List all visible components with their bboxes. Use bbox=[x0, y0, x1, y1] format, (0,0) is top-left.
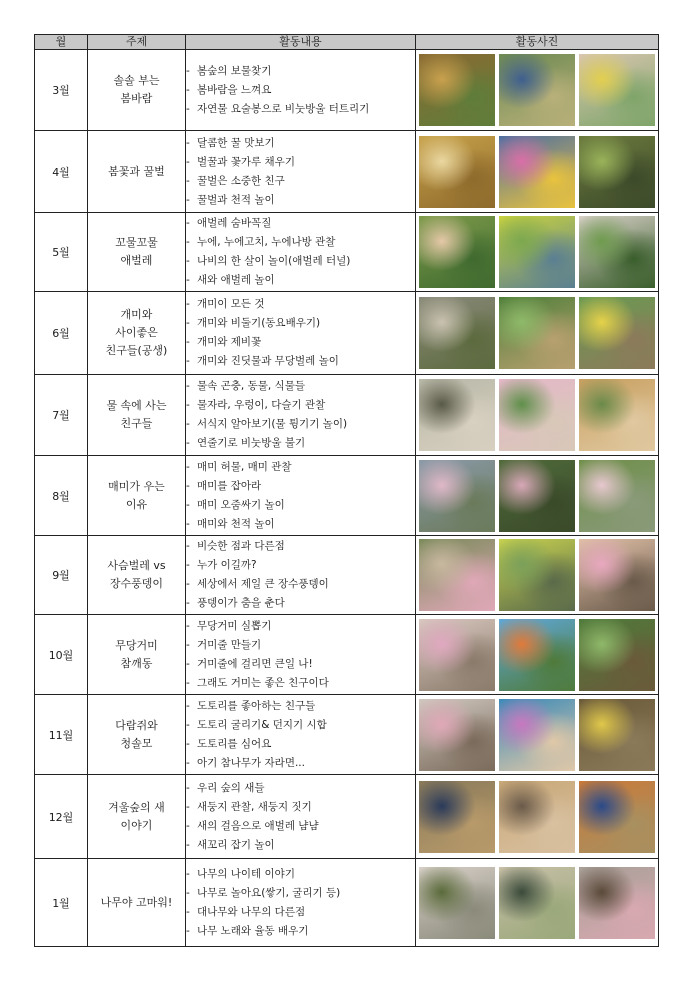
header-month: 월 bbox=[35, 35, 88, 50]
activity-photo bbox=[499, 297, 575, 369]
theme-cell bbox=[88, 859, 186, 947]
activity-item: - 새둥지 관찰, 새둥지 짓기 bbox=[186, 798, 415, 817]
activity-plan-table bbox=[34, 34, 659, 947]
photos-cell bbox=[416, 292, 659, 375]
activity-item: - 무당거미 실뽑기 bbox=[186, 617, 415, 636]
activity-photo bbox=[419, 619, 495, 691]
theme-line: 사이좋은 bbox=[115, 326, 158, 339]
activities-cell bbox=[186, 131, 416, 213]
theme-line: 봄바람 bbox=[120, 92, 153, 105]
activity-item: - 나무 노래와 율동 배우기 bbox=[186, 922, 415, 941]
activity-list bbox=[186, 377, 415, 453]
photos-cell bbox=[416, 536, 659, 615]
theme-line: 무당거미 bbox=[115, 638, 158, 652]
activity-item: - 물속 곤충, 동물, 식물들 bbox=[186, 377, 415, 396]
activity-photo bbox=[579, 619, 655, 691]
activities-cell bbox=[186, 213, 416, 292]
month-cell: 8월 bbox=[35, 456, 88, 536]
table-row bbox=[35, 615, 659, 695]
month-cell: 10월 bbox=[35, 615, 88, 695]
activity-photo bbox=[579, 781, 655, 853]
activity-item: - 벌꿀과 꽃가루 채우기 bbox=[186, 153, 415, 172]
activity-item: - 매미와 천적 놀이 bbox=[186, 515, 415, 534]
activity-item: - 나무로 놀아요(쌓기, 굴리기 등) bbox=[186, 884, 415, 903]
activity-item: - 달콤한 꿀 맛보기 bbox=[186, 134, 415, 153]
activity-item: - 거미줄에 걸리면 큰일 나! bbox=[186, 655, 415, 674]
photo-strip bbox=[416, 51, 658, 129]
theme-cell bbox=[88, 456, 186, 536]
activities-cell bbox=[186, 695, 416, 775]
activity-item: - 새와 애벌레 놀이 bbox=[186, 271, 415, 290]
activity-item: - 매미 오줌싸기 놀이 bbox=[186, 496, 415, 515]
photo-strip bbox=[416, 376, 658, 454]
theme-line: 참깨동 bbox=[120, 656, 153, 670]
month-cell: 7월 bbox=[35, 375, 88, 456]
theme-line: 친구들(공생) bbox=[105, 344, 168, 357]
activity-item: - 연줄기로 비눗방울 불기 bbox=[186, 434, 415, 453]
header-theme: 주제 bbox=[88, 35, 186, 50]
theme-line: 청솔모 bbox=[120, 736, 153, 750]
month-cell: 6월 bbox=[35, 292, 88, 375]
activity-item: - 개미와 진딧물과 무당벌레 놀이 bbox=[186, 352, 415, 371]
activity-item: - 도토리를 심어요 bbox=[186, 735, 415, 754]
theme-line: 애벌레 bbox=[120, 254, 153, 267]
activity-photo bbox=[419, 379, 495, 451]
activity-photo bbox=[579, 297, 655, 369]
table-row bbox=[35, 775, 659, 859]
theme-line: 사슴벌레 vs bbox=[107, 559, 166, 572]
activity-item: - 봄바람을 느껴요 bbox=[186, 81, 415, 100]
theme-cell bbox=[88, 695, 186, 775]
header-activities: 활동내용 bbox=[186, 35, 416, 50]
table-row bbox=[35, 536, 659, 615]
month-cell: 4월 bbox=[35, 131, 88, 213]
activity-photo bbox=[499, 781, 575, 853]
activity-photo bbox=[499, 379, 575, 451]
month-cell: 5월 bbox=[35, 213, 88, 292]
table-row bbox=[35, 131, 659, 213]
activity-photo bbox=[499, 619, 575, 691]
activity-item: - 꿀벌은 소중한 친구 bbox=[186, 172, 415, 191]
activity-photo bbox=[419, 297, 495, 369]
activity-item: - 매미를 잡아라 bbox=[186, 477, 415, 496]
theme-line: 다람쥐와 bbox=[115, 718, 158, 732]
table-row bbox=[35, 213, 659, 292]
theme-line: 솔솔 부는 bbox=[113, 74, 160, 87]
activity-item: - 풍뎅이가 춤을 춘다 bbox=[186, 594, 415, 613]
photo-strip bbox=[416, 294, 658, 372]
activity-item: - 거미줄 만들기 bbox=[186, 636, 415, 655]
activity-photo bbox=[499, 216, 575, 288]
photo-strip bbox=[416, 696, 658, 774]
activity-item: - 나비의 한 살이 놀이(애벌레 터널) bbox=[186, 252, 415, 271]
photos-cell bbox=[416, 775, 659, 859]
activity-photo bbox=[579, 539, 655, 611]
month-cell: 1월 bbox=[35, 859, 88, 947]
activity-item: - 개미와 제비꽃 bbox=[186, 333, 415, 352]
activity-list bbox=[186, 134, 415, 210]
theme-line: 매미가 우는 bbox=[108, 479, 165, 493]
theme-line: 이유 bbox=[125, 497, 148, 511]
activities-cell bbox=[186, 292, 416, 375]
activity-photo bbox=[579, 379, 655, 451]
photo-strip bbox=[416, 778, 658, 856]
activity-item: - 꿀벌과 천적 놀이 bbox=[186, 191, 415, 210]
theme-cell bbox=[88, 375, 186, 456]
header-photos: 활동사진 bbox=[416, 35, 659, 50]
table-row bbox=[35, 859, 659, 947]
activities-cell bbox=[186, 50, 416, 131]
photos-cell bbox=[416, 615, 659, 695]
activity-item: - 세상에서 제일 큰 장수풍뎅이 bbox=[186, 575, 415, 594]
activity-item: - 봄숲의 보물찾기 bbox=[186, 62, 415, 81]
activity-photo bbox=[419, 699, 495, 771]
activity-list bbox=[186, 458, 415, 534]
activity-item: - 물자라, 우렁이, 다슬기 관찰 bbox=[186, 396, 415, 415]
table-row bbox=[35, 695, 659, 775]
activity-photo bbox=[419, 781, 495, 853]
activity-item: - 새꼬리 잡기 놀이 bbox=[186, 836, 415, 855]
theme-line: 꼬물꼬물 bbox=[115, 236, 158, 249]
theme-line: 물 속에 사는 bbox=[106, 399, 167, 412]
activity-photo bbox=[579, 867, 655, 939]
activity-photo bbox=[579, 699, 655, 771]
theme-line: 장수풍뎅이 bbox=[109, 577, 164, 590]
theme-line: 봄꽃과 꿀벌 bbox=[108, 164, 165, 178]
activity-photo bbox=[579, 136, 655, 208]
activity-photo bbox=[579, 54, 655, 126]
month-cell: 3월 bbox=[35, 50, 88, 131]
activity-photo bbox=[419, 867, 495, 939]
table-row bbox=[35, 292, 659, 375]
theme-line: 겨울숲의 새 bbox=[108, 800, 165, 814]
activity-item: - 아기 참나무가 자라면... bbox=[186, 754, 415, 773]
activity-item: - 매미 허물, 매미 관찰 bbox=[186, 458, 415, 477]
activity-list bbox=[186, 214, 415, 290]
month-cell: 11월 bbox=[35, 695, 88, 775]
activity-list bbox=[186, 865, 415, 941]
activity-list bbox=[186, 779, 415, 855]
photo-strip bbox=[416, 864, 658, 942]
activities-cell bbox=[186, 859, 416, 947]
table-row bbox=[35, 375, 659, 456]
activity-photo bbox=[499, 460, 575, 532]
activities-cell bbox=[186, 456, 416, 536]
photos-cell bbox=[416, 695, 659, 775]
photo-strip bbox=[416, 616, 658, 694]
photo-strip bbox=[416, 133, 658, 211]
activity-item: - 비슷한 점과 다른점 bbox=[186, 537, 415, 556]
photos-cell bbox=[416, 456, 659, 536]
activity-item: - 애벌레 숨바꼭질 bbox=[186, 214, 415, 233]
photo-strip bbox=[416, 536, 658, 614]
activity-item: - 그래도 거미는 좋은 친구이다 bbox=[186, 674, 415, 693]
photo-strip bbox=[416, 213, 658, 291]
activity-item: - 새의 걸음으로 애벌레 냠냠 bbox=[186, 817, 415, 836]
activity-item: - 개미이 모든 것 bbox=[186, 295, 415, 314]
theme-line: 나무야 고마워! bbox=[100, 895, 173, 909]
activity-item: - 도토리를 좋아하는 친구들 bbox=[186, 697, 415, 716]
theme-line: 친구들 bbox=[120, 417, 153, 430]
theme-line: 개미와 bbox=[120, 308, 153, 321]
photos-cell bbox=[416, 375, 659, 456]
activity-photo bbox=[499, 867, 575, 939]
table-row bbox=[35, 50, 659, 131]
activity-photo bbox=[499, 699, 575, 771]
theme-cell bbox=[88, 292, 186, 375]
photos-cell bbox=[416, 131, 659, 213]
month-cell: 12월 bbox=[35, 775, 88, 859]
theme-cell bbox=[88, 615, 186, 695]
activity-photo bbox=[579, 460, 655, 532]
activity-photo bbox=[419, 460, 495, 532]
activities-cell bbox=[186, 375, 416, 456]
activity-item: - 자연물 요술봉으로 비눗방울 터트리기 bbox=[186, 100, 415, 119]
activity-item: - 서식지 알아보기(물 튕기기 놀이) bbox=[186, 415, 415, 434]
activity-item: - 누에, 누에고치, 누에나방 관찰 bbox=[186, 233, 415, 252]
photos-cell bbox=[416, 859, 659, 947]
activity-photo bbox=[419, 54, 495, 126]
activity-list bbox=[186, 62, 415, 119]
activity-item: - 나무의 나이테 이야기 bbox=[186, 865, 415, 884]
theme-cell bbox=[88, 50, 186, 131]
activity-list bbox=[186, 697, 415, 773]
activity-item: - 대나무와 나무의 다른점 bbox=[186, 903, 415, 922]
activity-photo bbox=[419, 539, 495, 611]
photos-cell bbox=[416, 213, 659, 292]
theme-cell bbox=[88, 213, 186, 292]
activity-item: - 누가 이길까? bbox=[186, 556, 415, 575]
table-row bbox=[35, 456, 659, 536]
activity-photo bbox=[419, 216, 495, 288]
photo-strip bbox=[416, 457, 658, 535]
table-header-row bbox=[35, 35, 659, 50]
theme-cell bbox=[88, 536, 186, 615]
activity-photo bbox=[499, 539, 575, 611]
activity-photo bbox=[499, 54, 575, 126]
activity-photo bbox=[579, 216, 655, 288]
activities-cell bbox=[186, 775, 416, 859]
theme-line: 이야기 bbox=[120, 818, 153, 832]
activity-list bbox=[186, 295, 415, 371]
activity-item: - 도토리 굴리기& 던지기 시합 bbox=[186, 716, 415, 735]
activity-list bbox=[186, 537, 415, 613]
activity-photo bbox=[499, 136, 575, 208]
table-body bbox=[35, 50, 659, 947]
month-cell: 9월 bbox=[35, 536, 88, 615]
activities-cell bbox=[186, 615, 416, 695]
activity-item: - 개미와 비둘기(동요배우기) bbox=[186, 314, 415, 333]
activities-cell bbox=[186, 536, 416, 615]
photos-cell bbox=[416, 50, 659, 131]
activity-list bbox=[186, 617, 415, 693]
activity-photo bbox=[419, 136, 495, 208]
activity-item: - 우리 숲의 새들 bbox=[186, 779, 415, 798]
theme-cell bbox=[88, 775, 186, 859]
theme-cell bbox=[88, 131, 186, 213]
